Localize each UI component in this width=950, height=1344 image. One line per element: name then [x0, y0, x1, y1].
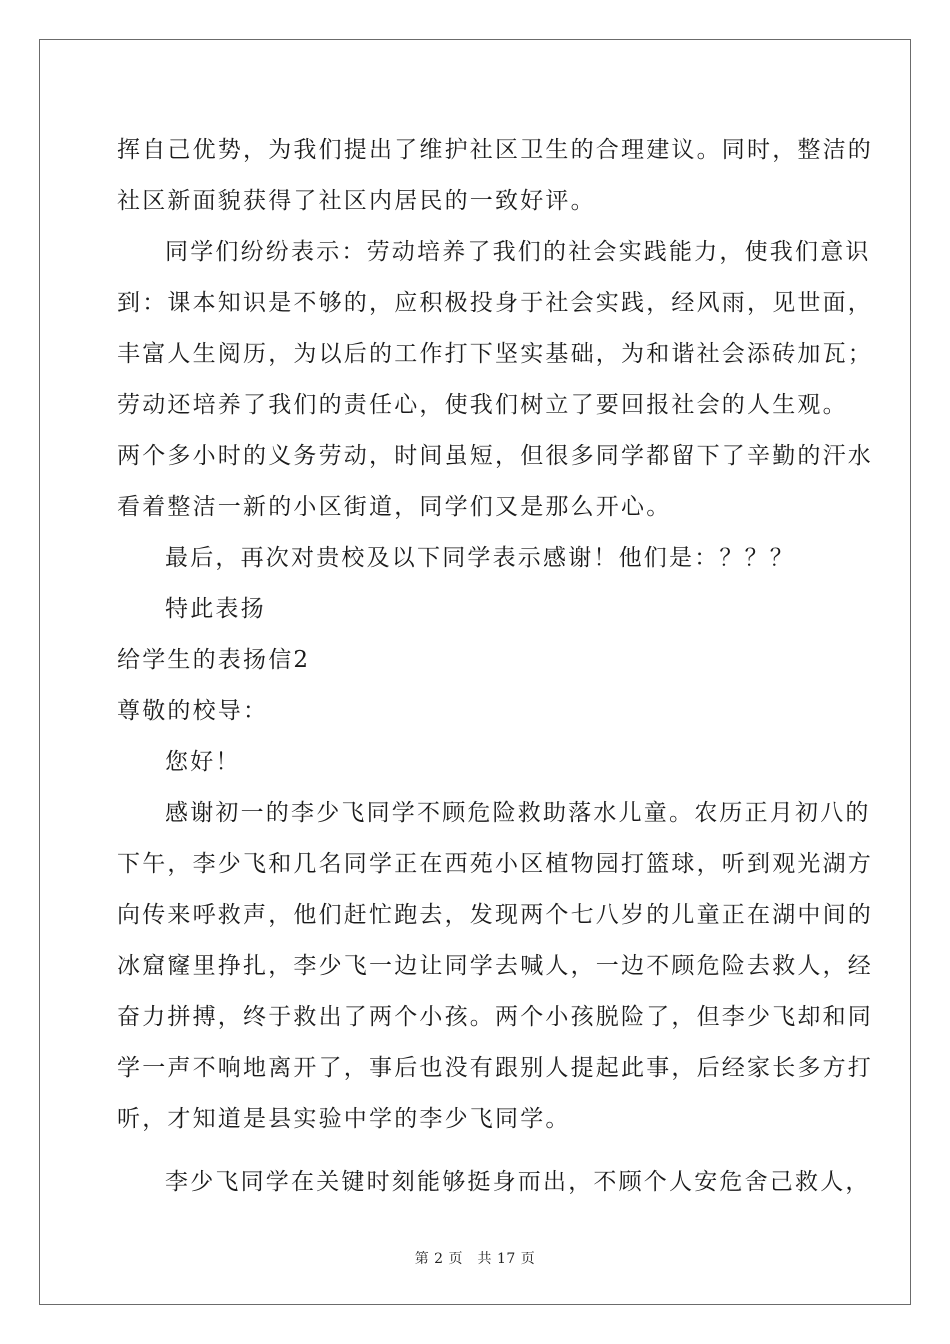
text-line: 奋力拼搏，终于救出了两个小孩。两个小孩脱险了，但李少飞却和同 [117, 1004, 873, 1030]
text-line: 劳动还培养了我们的责任心，使我们树立了要回报社会的人生观。 [117, 392, 848, 418]
text-line: 挥自己优势，为我们提出了维护社区卫生的合理建议。同时，整洁的 [117, 137, 873, 163]
text-line: 丰富人生阅历，为以后的工作打下坚实基础，为和谐社会添砖加瓦； [117, 341, 873, 367]
page-number: 第 2 页 共 17 页 [414, 1251, 536, 1267]
text-line: 冰窟窿里挣扎，李少飞一边让同学去喊人，一边不顾危险去救人，经 [117, 953, 873, 979]
text-line: 最后，再次对贵校及以下同学表示感谢！他们是：？？？ [165, 545, 795, 571]
text-line: 学一声不响地离开了，事后也没有跟别人提起此事，后经家长多方打 [117, 1055, 873, 1081]
paragraph-gap [117, 1145, 833, 1157]
document-body [117, 125, 873, 1208]
text-line: 特此表扬 [165, 596, 266, 622]
text-line: 感谢初一的李少飞同学不顾危险救助落水儿童。农历正月初八的 [165, 800, 871, 826]
salutation: 尊敬的校导： [117, 698, 269, 724]
text-line: 社区新面貌获得了社区内居民的一致好评。 [117, 188, 596, 214]
text-line: 听，才知道是县实验中学的李少飞同学。 [117, 1106, 571, 1132]
text-line: 向传来呼救声，他们赶忙跑去，发现两个七八岁的儿童正在湖中间的 [117, 902, 873, 928]
text-line: 两个多小时的义务劳动，时间虽短，但很多同学都留下了辛勤的汗水 [117, 443, 873, 469]
greeting: 您好！ [165, 749, 241, 775]
text-line: 下午，李少飞和几名同学正在西苑小区植物园打篮球，听到观光湖方 [117, 851, 873, 877]
text-line: 到：课本知识是不够的，应积极投身于社会实践，经风雨，见世面， [117, 290, 873, 316]
section-heading: 给学生的表扬信2 [117, 647, 311, 673]
text-line: 同学们纷纷表示：劳动培养了我们的社会实践能力，使我们意识 [165, 239, 871, 265]
text-line: 李少飞同学在关键时刻能够挺身而出，不顾个人安危舍己救人， [165, 1169, 871, 1195]
text-line: 看着整洁一新的小区街道，同学们又是那么开心。 [117, 494, 672, 520]
